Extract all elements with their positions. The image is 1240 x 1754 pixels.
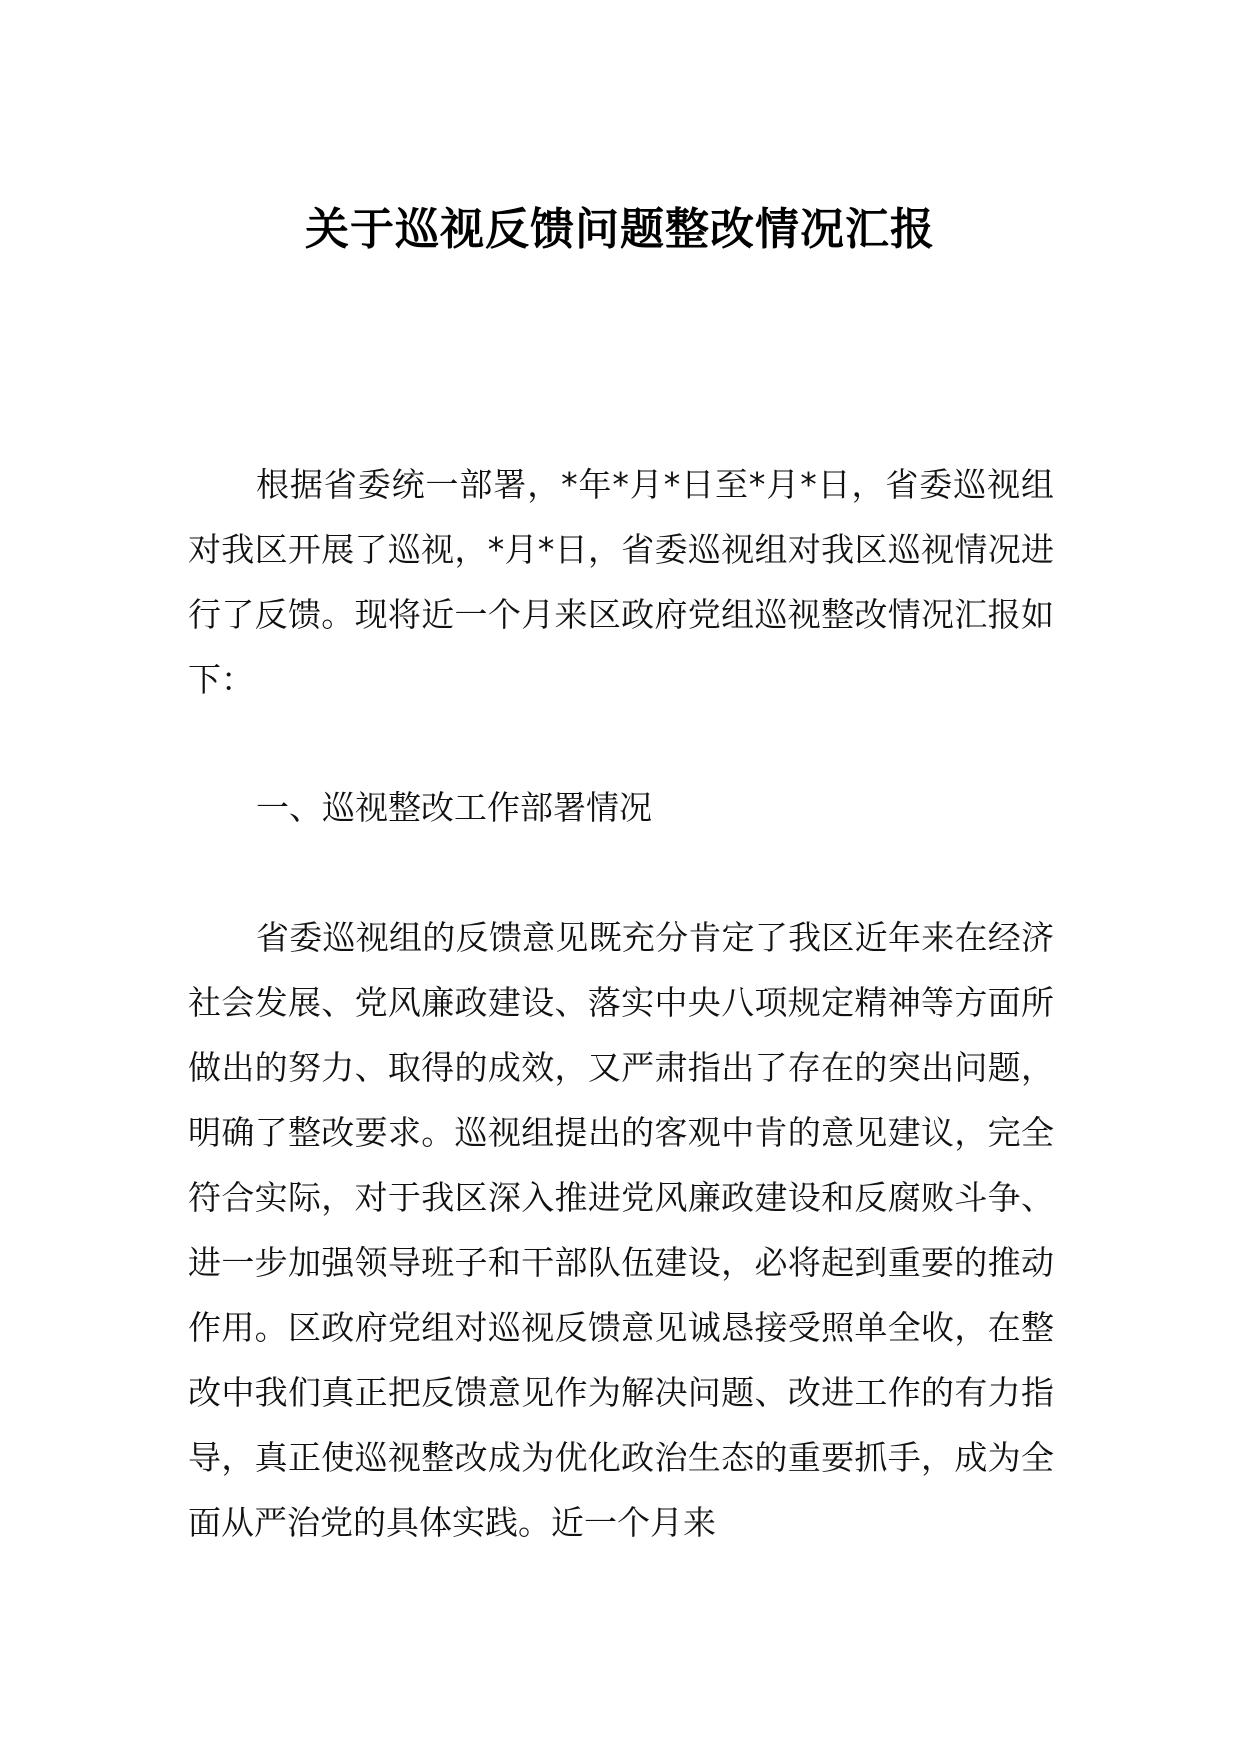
intro-paragraph: 根据省委统一部署，*年*月*日至*月*日，省委巡视组对我区开展了巡视，*月*日，省委巡视组对我区巡视情况进行了反馈。现将近一个月来区政府党组巡视整改情况汇报如下： bbox=[188, 465, 1054, 699]
section-heading: 一、巡视整改工作部署情况 bbox=[256, 788, 652, 827]
body-paragraph: 省委巡视组的反馈意见既充分肯定了我区近年来在经济社会发展、党风廉政建设、落实中央八项规定精神等方面所做出的努力、取得的成效，又严肃指出了存在的突出问题，明确了整改要求。巡视组提出的客观中肯的意见建议，完全符合实际，对于我区深入推进党风廉政建设和反腐败斗争、进一步加强领导班子和干部队伍建设，必将起到重要的推动作用。区政府党组对巡视反馈意见诚恳接受照单全收，在整改中我们真正把反馈意见作为解决问题、改进工作的有力指导，真正使巡视整改成为优化政治生态的重要抓手，成为全面从严治党的具体实践。近一个月来 bbox=[188, 918, 1054, 1542]
document-title: 关于巡视反馈问题整改情况汇报 bbox=[305, 204, 935, 255]
